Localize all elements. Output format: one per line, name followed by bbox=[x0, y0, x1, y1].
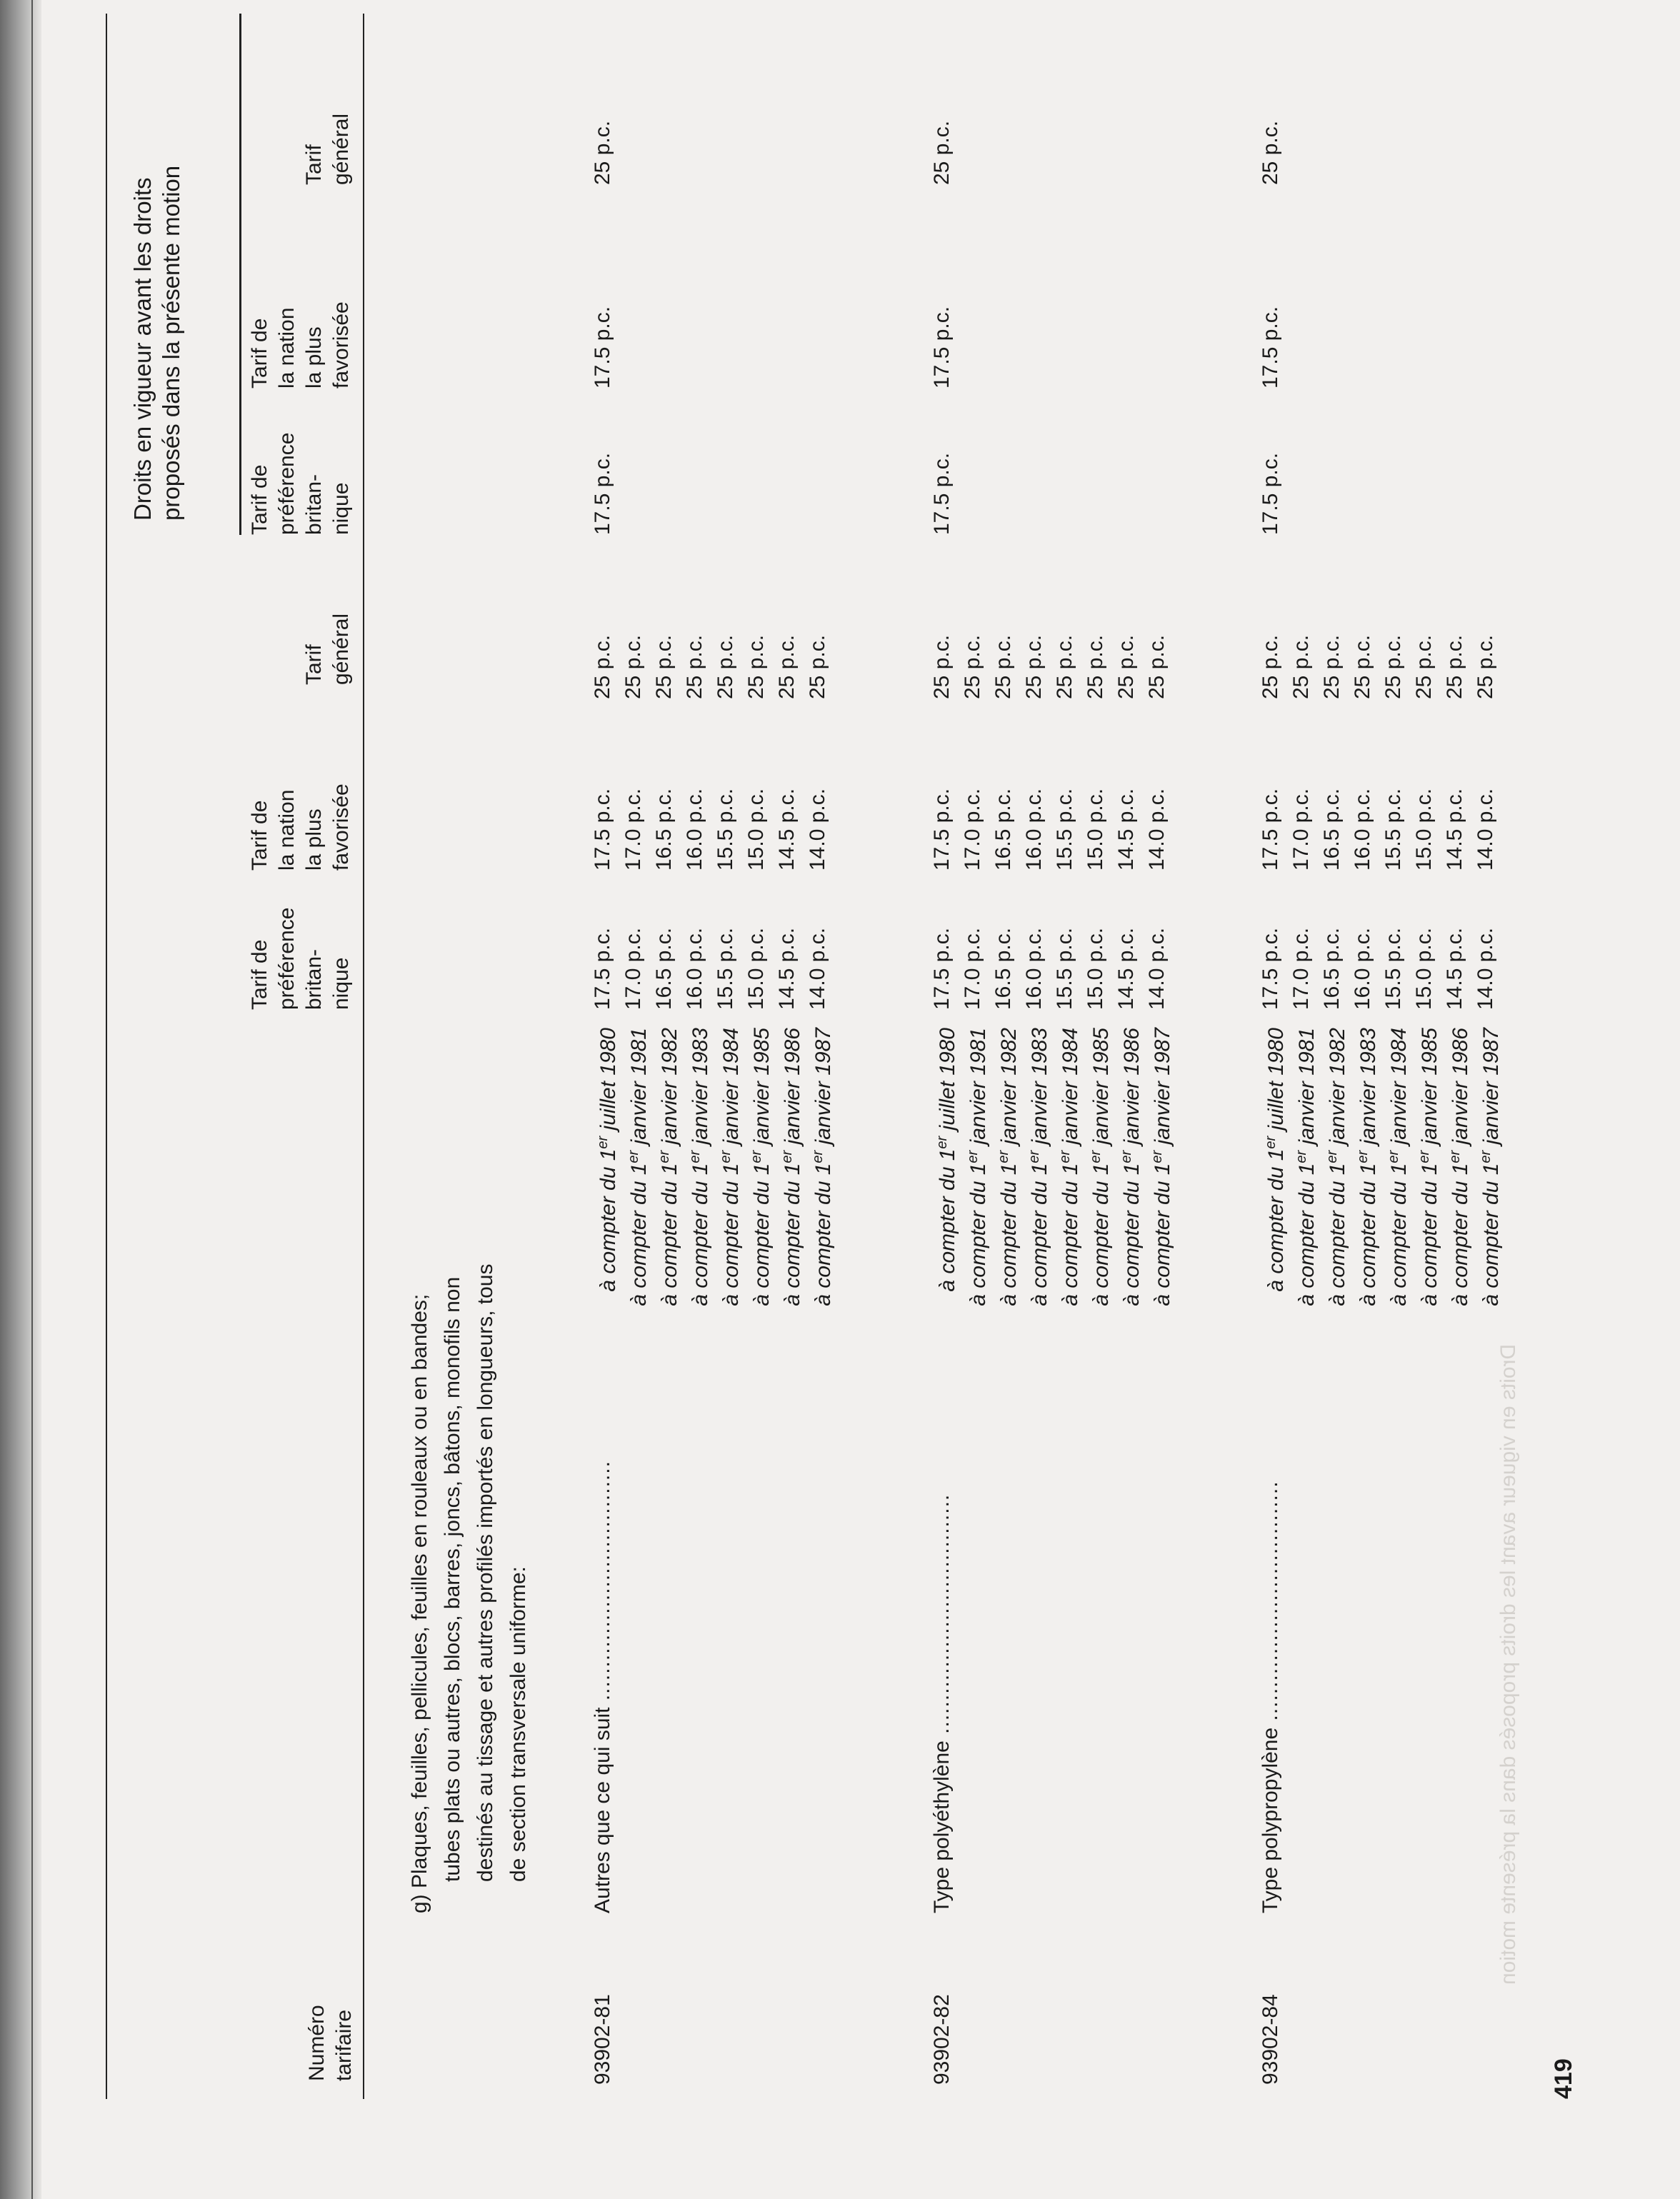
new-british-rate: 15.5 p.c. bbox=[1381, 927, 1405, 1010]
group-rule bbox=[239, 14, 241, 535]
schedule-date: à compter du 1er janvier 1981 bbox=[626, 1028, 651, 1306]
new-mfn-rate: 17.5 p.c. bbox=[591, 788, 614, 871]
schedule-date: à compter du 1er juillet 1980 bbox=[595, 1028, 620, 1292]
new-general-rate: 25 p.c. bbox=[961, 634, 984, 699]
header-tariff-number: Numéro tarifaire bbox=[305, 2005, 356, 2081]
new-british-rate: 17.5 p.c. bbox=[1259, 927, 1282, 1010]
header-british-prev: Tarif de préférence britan- nique bbox=[248, 432, 353, 535]
new-mfn-rate: 16.5 p.c. bbox=[652, 788, 676, 871]
new-general-rate: 25 p.c. bbox=[1320, 634, 1344, 699]
schedule-date: à compter du 1er janvier 1982 bbox=[1324, 1028, 1349, 1306]
new-british-rate: 16.0 p.c. bbox=[1022, 927, 1046, 1010]
tariff-number: 93902-81 bbox=[591, 1994, 614, 2085]
header-general-prev: Tarif général bbox=[302, 113, 353, 185]
new-general-rate: 25 p.c. bbox=[991, 634, 1015, 699]
new-mfn-rate: 15.0 p.c. bbox=[1084, 788, 1107, 871]
new-mfn-rate: 15.0 p.c. bbox=[1412, 788, 1436, 871]
schedule-date: à compter du 1er janvier 1982 bbox=[656, 1028, 681, 1306]
new-mfn-rate: 14.5 p.c. bbox=[1114, 788, 1138, 871]
new-british-rate: 17.0 p.c. bbox=[961, 927, 984, 1010]
top-rule bbox=[106, 14, 107, 2099]
new-mfn-rate: 15.0 p.c. bbox=[744, 788, 768, 871]
new-general-rate: 25 p.c. bbox=[1381, 634, 1405, 699]
new-general-rate: 25 p.c. bbox=[1351, 634, 1374, 699]
schedule-date: à compter du 1er janvier 1983 bbox=[687, 1028, 712, 1306]
schedule-date: à compter du 1er janvier 1986 bbox=[779, 1028, 804, 1306]
new-british-rate: 14.0 p.c. bbox=[1145, 927, 1169, 1010]
new-general-rate: 25 p.c. bbox=[1114, 634, 1138, 699]
prev-british-rate: 17.5 p.c. bbox=[591, 452, 614, 535]
schedule-date: à compter du 1er janvier 1987 bbox=[1149, 1028, 1174, 1306]
schedule-date: à compter du 1er juillet 1980 bbox=[934, 1028, 959, 1292]
new-british-rate: 14.5 p.c. bbox=[1443, 927, 1466, 1010]
new-british-rate: 15.0 p.c. bbox=[744, 927, 768, 1010]
new-british-rate: 15.5 p.c. bbox=[1053, 927, 1076, 1010]
header-british-new: Tarif de préférence britan- nique bbox=[248, 907, 353, 1010]
new-general-rate: 25 p.c. bbox=[683, 634, 706, 699]
new-british-rate: 16.5 p.c. bbox=[652, 927, 676, 1010]
schedule-date: à compter du 1er janvier 1987 bbox=[810, 1028, 835, 1306]
new-general-rate: 25 p.c. bbox=[621, 634, 645, 699]
new-general-rate: 25 p.c. bbox=[1474, 634, 1497, 699]
new-british-rate: 16.5 p.c. bbox=[1320, 927, 1344, 1010]
new-mfn-rate: 16.5 p.c. bbox=[1320, 788, 1344, 871]
tariff-number: 93902-84 bbox=[1259, 1994, 1282, 2085]
new-mfn-rate: 16.0 p.c. bbox=[683, 788, 706, 871]
schedule-date: à compter du 1er janvier 1983 bbox=[1355, 1028, 1380, 1306]
new-british-rate: 15.5 p.c. bbox=[714, 927, 737, 1010]
header-general-new: Tarif général bbox=[302, 613, 353, 685]
schedule-date: à compter du 1er janvier 1986 bbox=[1119, 1028, 1144, 1306]
schedule-date: à compter du 1er janvier 1982 bbox=[996, 1028, 1021, 1306]
schedule-date: à compter du 1er janvier 1983 bbox=[1026, 1028, 1051, 1306]
schedule-date: à compter du 1er janvier 1985 bbox=[1416, 1028, 1441, 1306]
header-mfn-new: Tarif de la nation la plus favorisée bbox=[248, 783, 353, 871]
new-general-rate: 25 p.c. bbox=[1022, 634, 1046, 699]
new-mfn-rate: 15.5 p.c. bbox=[1053, 788, 1076, 871]
schedule-date: à compter du 1er janvier 1981 bbox=[1294, 1028, 1319, 1306]
new-general-rate: 25 p.c. bbox=[714, 634, 737, 699]
header-prev-group: Droits en vigueur avant les droits proposés dans la présente motion bbox=[129, 165, 184, 521]
new-british-rate: 14.0 p.c. bbox=[806, 927, 829, 1010]
section-intro: g) Plaques, feuilles, pellicules, feuilles en rouleaux ou en bandes; tubes plats ou autres, blocs, barres, joncs, bâtons, monofils non destinés au tissage et autres profilés importés en longueurs, tous de section transversale uniforme: bbox=[408, 1263, 530, 1913]
new-mfn-rate: 17.5 p.c. bbox=[1259, 788, 1282, 871]
new-general-rate: 25 p.c. bbox=[775, 634, 799, 699]
prev-mfn-rate: 17.5 p.c. bbox=[591, 306, 614, 389]
new-general-rate: 25 p.c. bbox=[744, 634, 768, 699]
new-mfn-rate: 15.5 p.c. bbox=[714, 788, 737, 871]
new-british-rate: 16.0 p.c. bbox=[1351, 927, 1374, 1010]
new-british-rate: 14.5 p.c. bbox=[1114, 927, 1138, 1010]
new-british-rate: 14.0 p.c. bbox=[1474, 927, 1497, 1010]
new-british-rate: 16.5 p.c. bbox=[991, 927, 1015, 1010]
prev-mfn-rate: 17.5 p.c. bbox=[1259, 306, 1282, 389]
new-british-rate: 17.5 p.c. bbox=[591, 927, 614, 1010]
new-british-rate: 16.0 p.c. bbox=[683, 927, 706, 1010]
new-mfn-rate: 14.0 p.c. bbox=[1474, 788, 1497, 871]
new-general-rate: 25 p.c. bbox=[591, 634, 614, 699]
prev-british-rate: 17.5 p.c. bbox=[1259, 452, 1282, 535]
schedule-date: à compter du 1er janvier 1981 bbox=[965, 1028, 990, 1306]
schedule-date: à compter du 1er janvier 1987 bbox=[1478, 1028, 1503, 1306]
new-mfn-rate: 17.0 p.c. bbox=[621, 788, 645, 871]
new-british-rate: 17.0 p.c. bbox=[621, 927, 645, 1010]
schedule-date: à compter du 1er janvier 1984 bbox=[1057, 1028, 1082, 1306]
new-mfn-rate: 14.0 p.c. bbox=[1145, 788, 1169, 871]
schedule-date: à compter du 1er janvier 1984 bbox=[718, 1028, 743, 1306]
new-british-rate: 17.5 p.c. bbox=[930, 927, 954, 1010]
schedule-date: à compter du 1er juillet 1980 bbox=[1263, 1028, 1288, 1292]
new-mfn-rate: 17.0 p.c. bbox=[1289, 788, 1313, 871]
new-general-rate: 25 p.c. bbox=[1084, 634, 1107, 699]
item-description: Autres que ce qui suit .................................... bbox=[591, 1461, 614, 1913]
schedule-date: à compter du 1er janvier 1985 bbox=[749, 1028, 774, 1306]
new-mfn-rate: 14.5 p.c. bbox=[1443, 788, 1466, 871]
new-general-rate: 25 p.c. bbox=[930, 634, 954, 699]
prev-general-rate: 25 p.c. bbox=[930, 120, 954, 185]
new-british-rate: 15.0 p.c. bbox=[1084, 927, 1107, 1010]
new-general-rate: 25 p.c. bbox=[1259, 634, 1282, 699]
schedule-date: à compter du 1er janvier 1986 bbox=[1447, 1028, 1472, 1306]
new-mfn-rate: 16.0 p.c. bbox=[1351, 788, 1374, 871]
schedule-date: à compter du 1er janvier 1985 bbox=[1088, 1028, 1113, 1306]
item-description: Type polyéthylène .................................... bbox=[930, 1493, 954, 1913]
new-general-rate: 25 p.c. bbox=[1443, 634, 1466, 699]
new-british-rate: 17.0 p.c. bbox=[1289, 927, 1313, 1010]
new-mfn-rate: 16.0 p.c. bbox=[1022, 788, 1046, 871]
new-british-rate: 15.0 p.c. bbox=[1412, 927, 1436, 1010]
item-description: Type polypropylène .................................... bbox=[1259, 1481, 1282, 1913]
tariff-number: 93902-82 bbox=[930, 1994, 954, 2085]
prev-mfn-rate: 17.5 p.c. bbox=[930, 306, 954, 389]
new-mfn-rate: 16.5 p.c. bbox=[991, 788, 1015, 871]
header-bottom-rule bbox=[363, 14, 364, 2099]
prev-british-rate: 17.5 p.c. bbox=[930, 452, 954, 535]
new-general-rate: 25 p.c. bbox=[1412, 634, 1436, 699]
new-mfn-rate: 14.0 p.c. bbox=[806, 788, 829, 871]
header-mfn-prev: Tarif de la nation la plus favorisée bbox=[248, 301, 353, 389]
page-number: 419 bbox=[1550, 2058, 1577, 2099]
new-british-rate: 14.5 p.c. bbox=[775, 927, 799, 1010]
prev-general-rate: 25 p.c. bbox=[591, 120, 614, 185]
new-mfn-rate: 17.0 p.c. bbox=[961, 788, 984, 871]
new-general-rate: 25 p.c. bbox=[1145, 634, 1169, 699]
new-mfn-rate: 14.5 p.c. bbox=[775, 788, 799, 871]
new-general-rate: 25 p.c. bbox=[806, 634, 829, 699]
new-mfn-rate: 17.5 p.c. bbox=[930, 788, 954, 871]
new-general-rate: 25 p.c. bbox=[1289, 634, 1313, 699]
prev-general-rate: 25 p.c. bbox=[1259, 120, 1282, 185]
new-general-rate: 25 p.c. bbox=[652, 634, 676, 699]
new-mfn-rate: 15.5 p.c. bbox=[1381, 788, 1405, 871]
new-general-rate: 25 p.c. bbox=[1053, 634, 1076, 699]
bleed-through-text: Droits en vigueur avant les droits proposés dans la présente motion bbox=[1496, 1343, 1520, 1985]
schedule-date: à compter du 1er janvier 1984 bbox=[1386, 1028, 1411, 1306]
